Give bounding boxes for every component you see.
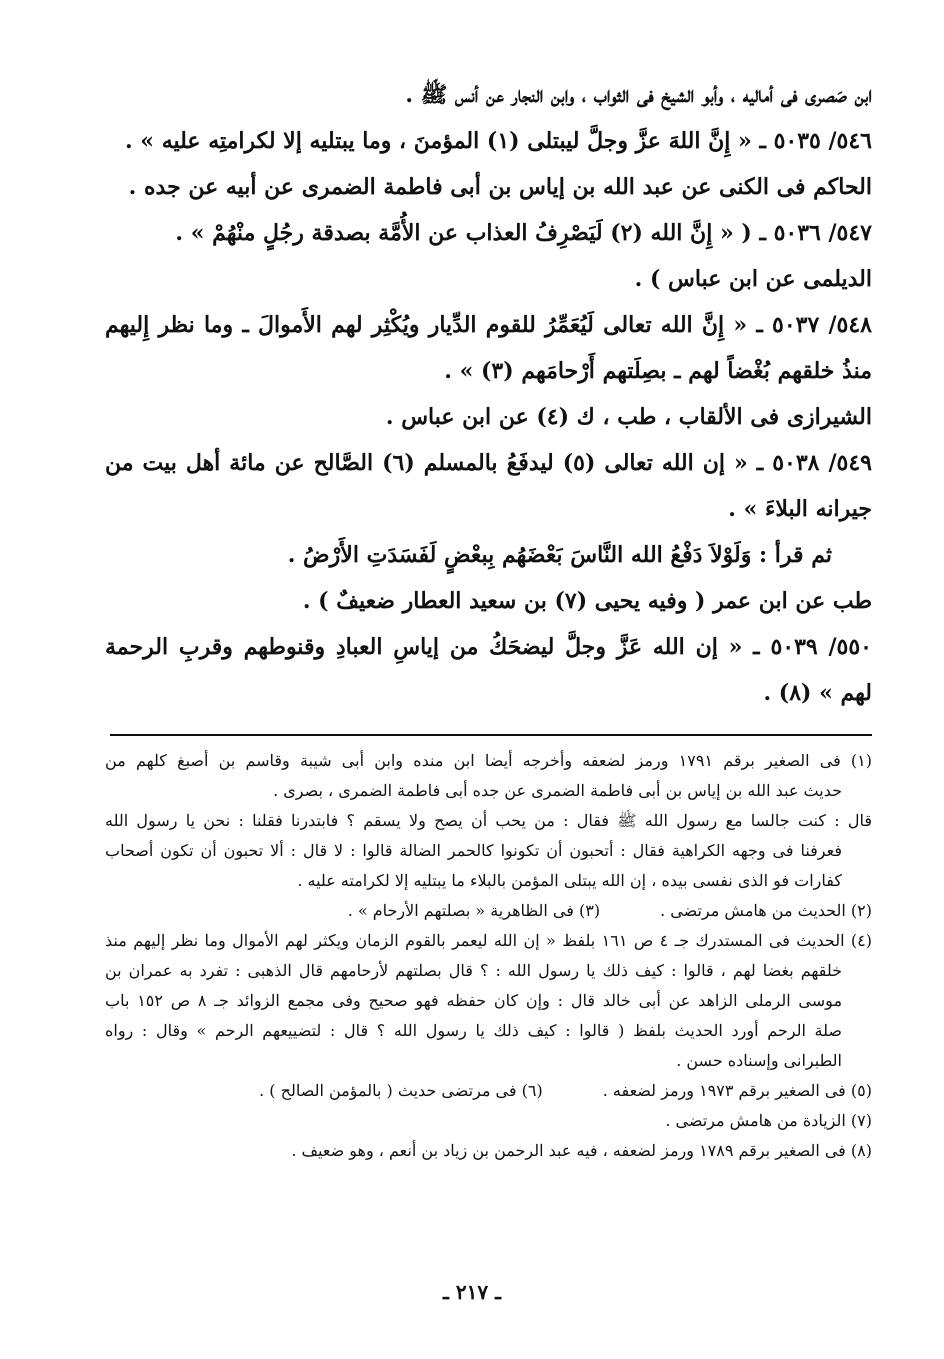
text-line: ابن صَصرى فى أماليه ، وأبو الشيخ فى الثواب ، وابن النجار عن أنس ﷺ . (405, 82, 872, 108)
footnote-line: الطبرانى وإسناده حسن . (676, 1051, 842, 1070)
hadith-550: ٥٥٠/ ٥٠٣٩ ـ « إن الله عَزَّ وجلَّ ليضحَكُ من إياسِ العبادِ وقنوطهم وقربِ الرحمة (105, 634, 872, 660)
page-number: ـ ٢١٧ ـ (443, 1280, 501, 1304)
hadith-548: ٥٤٨/ ٥٠٣٧ ـ « إِنَّ الله تعالى لَيُعَمِّرُ للقوم الدِّيار ويُكْثِر لهم الأَموالَ ـ وما نظر إِليهم (105, 312, 872, 338)
footnote-line: خلقهم بغضا لهم ، قالوا : كيف ذلك يا رسول الله : ؟ قال بصلتهم لأرحامهم قال الذهبى : تفرد به عمران بن (105, 961, 843, 980)
footnotes (105, 746, 872, 1166)
footnote-5: (٥) فى الصغير برقم ١٩٧٣ ورمز لضعفه . (602, 1081, 872, 1100)
footnote-6: (٦) فى مرتضى حديث ( بالمؤمن الصالح ) . (259, 1081, 543, 1100)
hadith-547: ٥٤٧/ ٥٠٣٦ ـ ( « إِنَّ الله (٢) لَيَصْرِفُ العذاب عن الأُمَّة بصدقة رجُلٍ منْهُمْ » . (175, 220, 872, 246)
footnote-line: قال : كنت جالسا مع رسول الله ﷺ فقال : من يحب أن يصح ولا يسقم ؟ فابتدرنا فقلنا : نحن يا رسول الله (105, 811, 872, 830)
text-line: الشيرازى فى الألقاب ، طب ، ك (٤) عن ابن عباس . (385, 404, 872, 430)
footnote-8: (٨) فى الصغير برقم ١٧٨٩ ورمز لضعفه ، فيه عبد الرحمن بن زياد بن أنعم ، وهو ضعيف . (291, 1141, 872, 1160)
hadith-549: ٥٤٩/ ٥٠٣٨ ـ « إن الله تعالى (٥) ليدفَعُ بالمسلم (٦) الصَّالح عن مائة أهل بيت من (105, 450, 872, 476)
footnote-row-2-3 (105, 896, 872, 926)
footnote-1: (١) فى الصغير برقم ١٧٩١ ورمز لضعفه وأخرجه أيضا ابن منده وابن أبى شيبة وقاسم بن أصبغ كلهم من (105, 751, 872, 770)
footnote-row-5-6 (105, 1076, 872, 1106)
footnote-7: (٧) الزيادة من هامش مرتضى . (665, 1111, 872, 1130)
text-line: الديلمى عن ابن عباس ) . (634, 266, 872, 292)
footnote-line: صلة الرحم أورد الحديث بلفظ ( قالوا : كيف ذلك يا رسول الله ؟ قال : لتضييعهم الرحم » وقال : رواه (105, 1021, 843, 1040)
footnote-2: (٢) الحديث من هامش مرتضى . (660, 901, 872, 920)
footnote-4: (٤) الحديث فى المستدرك جـ ٤ ص ١٦١ بلفظ « إن الله ليعمر بالقوم الزمان ويكثر لهم الأموال وما نظر إليهم منذ (105, 931, 872, 950)
text-line: لهم » (٨) . (763, 680, 872, 706)
text-line: الحاكم فى الكنى عن عبد الله بن إياس بن أبى فاطمة الضمرى عن أبيه عن جده . (128, 174, 872, 200)
footnote-line: كفارات فو الذى نفسى بيده ، إن الله يبتلى المؤمن بالبلاء ما يبتليه إلا لكرامته عليه . (297, 871, 842, 890)
text-line: جيرانه البلاءَ » . (728, 496, 872, 522)
footnote-line: فعرفنا فى وجهه الكراهية فقال : أتحبون أن تكونوا كالحمر الضالة قالوا : لا قال : ألا تحبون أن تكون أصحاب (105, 841, 842, 860)
footnote-3: (٣) فى الظاهرية « بصلتهم الأرحام » . (347, 901, 601, 920)
quran-quote: ثم قرأ : وَلَوْلاَ دَفْعُ الله النَّاسَ بَعْضَهُم بِبعْضٍ لَفَسَدَتِ الأَرْضُ . (287, 542, 832, 568)
text-line: منذُ خلقهم بُغْضاً لهم ـ بصِلَتهم أَرْحامَهم (٣) » . (444, 358, 872, 384)
footnote-divider (110, 734, 872, 736)
footnote-line: حديث عبد الله بن إياس بن أبى فاطمة الضمرى عن جده أبى فاطمة الضمرى ، بصرى . (273, 781, 842, 800)
hadith-546: ٥٤٦/ ٥٠٣٥ ـ « إِنَّ اللهَ عزَّ وجلَّ ليبتلى (١) المؤمنَ ، وما يبتليه إلا لكرامتِه عليه » . (124, 128, 872, 154)
text-line: طب عن ابن عمر ( وفيه يحيى (٧) بن سعيد العطار ضعيفٌ ) . (302, 588, 872, 614)
footnote-line: موسى الرملى الزاهد عن أبى خالد قال : وإن كان حفظه فهو صحيح وفى مجمع الزوائد جـ ٨ ص ١٥٢ باب (105, 991, 843, 1010)
main-text (105, 72, 872, 716)
